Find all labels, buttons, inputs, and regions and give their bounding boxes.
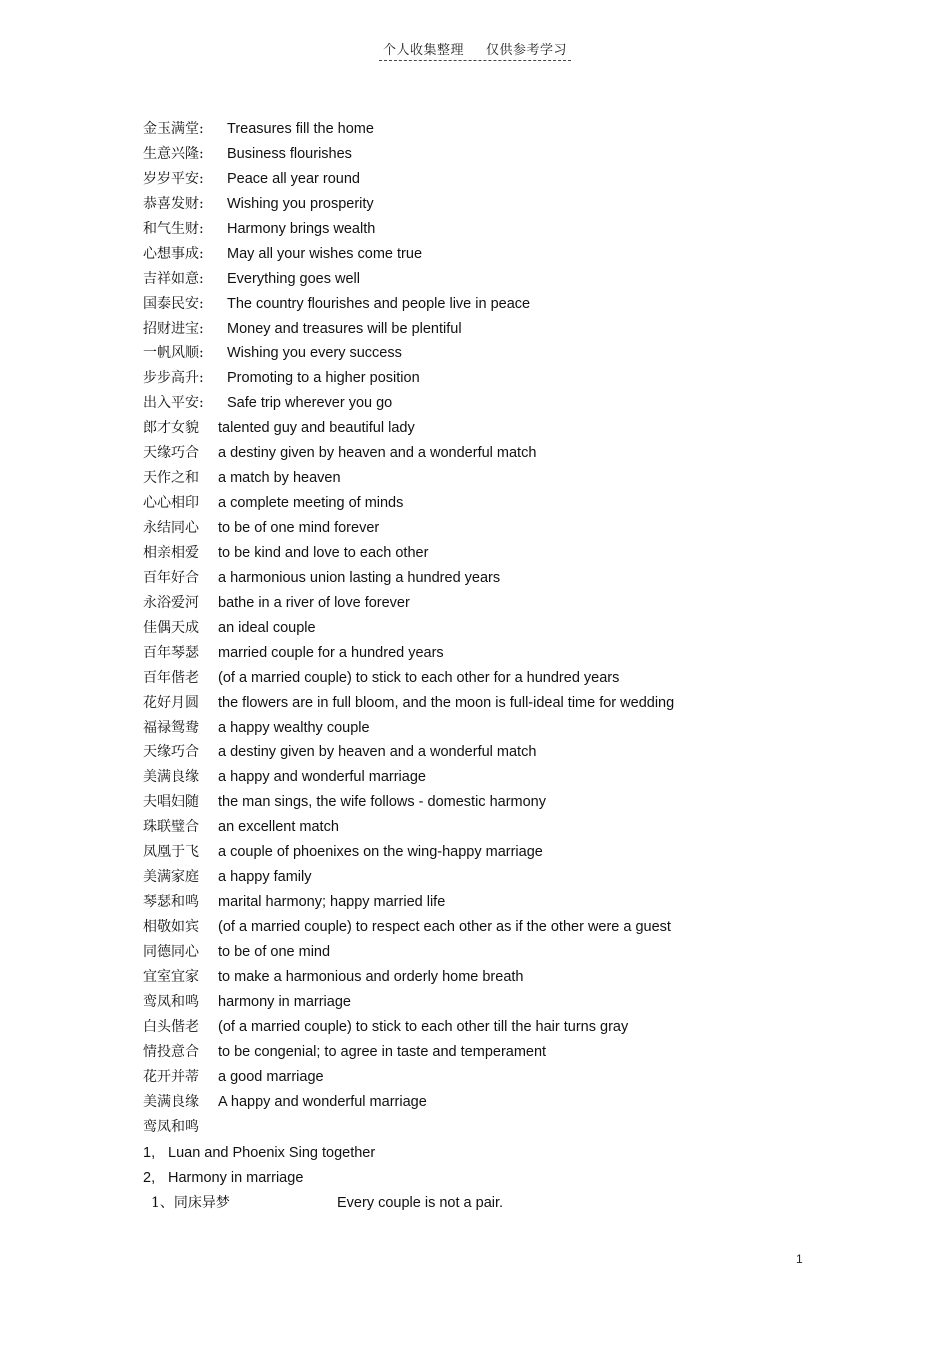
phrase-row [143,865,843,890]
phrase-english: to be of one mind forever [218,520,380,536]
phrase-english: Promoting to a higher position [227,370,420,387]
numbered-item-index: 2, [143,1169,156,1186]
phrase-english: a couple of phoenixes on the wing-happy marriage [218,844,543,861]
phrase-chinese: 相亲相爱 [143,544,199,561]
phrase-chinese: 永结同心 [143,520,199,536]
phrase-row [143,740,843,765]
phrase-english: (of a married couple) to respect each other as if the other were a guest [218,919,671,935]
phrase-chinese: 美满良缘 [143,769,199,786]
phrase-chinese: 花好月圆 [143,694,199,711]
phrase-chinese: 相敬如宾 [143,919,199,935]
phrase-row [143,1040,843,1065]
phrase-row [143,566,843,591]
phrase-row [143,691,843,716]
phrase-chinese: 郎才女貌 [143,420,199,437]
header-left-text: 个人收集整理 [382,43,464,58]
phrase-chinese: 宜室宜家 [143,968,199,985]
phrase-row [143,1065,843,1090]
phrase-row [143,317,843,342]
phrase-row [143,765,843,790]
phrase-row [143,491,843,516]
page-header [0,39,950,61]
numbered-item [143,1141,843,1166]
phrase-chinese: 心想事成: [143,245,204,262]
phrase-english: Money and treasures will be plentiful [227,320,462,337]
phrase-english: talented guy and beautiful lady [218,420,415,437]
phrase-row [143,366,843,391]
phrase-english: a harmonious union lasting a hundred years [218,569,501,586]
phrase-english: Everything goes well [227,270,360,287]
numbered-item [143,1166,843,1191]
phrase-chinese: 福禄鸳鸯 [143,719,199,736]
phrase-row [143,815,843,840]
phrase-row [143,341,843,366]
phrase-english: Peace all year round [227,170,360,187]
phrase-english: harmony in marriage [218,993,351,1010]
phrase-chinese: 出入平安: [143,395,204,412]
phrase-row [143,840,843,865]
phrase-english: to be of one mind [218,943,331,960]
phrase-english: Treasures fill the home [227,121,374,137]
phrase-row [143,466,843,491]
phrase-chinese: 鸾凤和鸣 [143,1118,199,1135]
phrase-chinese: 百年偕老 [143,669,199,686]
phrase-english: to be congenial; to agree in taste and temperament [218,1043,547,1060]
phrase-english: a happy wealthy couple [218,719,370,736]
phrase-chinese: 心心相印 [143,495,199,512]
phrase-row [143,516,843,541]
phrase-chinese: 招财进宝: [143,320,204,337]
phrase-row [143,1015,843,1040]
phrase-chinese: 凤凰于飞 [143,844,199,861]
phrase-chinese: 美满良缘 [143,1093,199,1110]
phrase-english: a happy and wonderful marriage [218,769,426,786]
phrase-row [143,915,843,940]
phrase-chinese: 金玉满堂: [143,121,204,137]
phrase-row [143,591,843,616]
phrase-chinese: 吉祥如意: [143,270,204,287]
phrase-chinese: 天缘巧合 [143,744,199,761]
phrase-chinese: 花开并蒂 [143,1068,199,1085]
phrase-chinese: 百年好合 [143,569,199,586]
phrase-english: a destiny given by heaven and a wonderful match [218,445,537,462]
phrase-chinese: 恭喜发财: [143,195,204,212]
phrase-english: to be kind and love to each other [218,544,429,561]
phrase-chinese: 白头偕老 [143,1018,199,1035]
idiom-line [151,1191,851,1216]
numbered-item-text: Luan and Phoenix Sing together [168,1145,376,1161]
idiom-english: Every couple is not a pair. [337,1195,504,1211]
phrase-english: the flowers are in full bloom, and the moon is full-ideal time for wedding [218,694,675,711]
phrase-english: a destiny given by heaven and a wonderful match [218,744,537,761]
phrase-english: The country flourishes and people live in peace [227,295,531,312]
phrase-chinese: 佳偶天成 [143,619,199,636]
phrase-row [143,167,843,192]
phrase-row [143,192,843,217]
phrase-english: bathe in a river of love forever [218,594,410,611]
phrase-english: a good marriage [218,1068,324,1085]
phrase-row [143,242,843,267]
phrase-english: a complete meeting of minds [218,495,404,512]
phrase-row [143,1115,843,1140]
phrase-chinese: 和气生财: [143,220,204,237]
phrase-english: Harmony brings wealth [227,220,376,237]
idiom-chinese: 1、同床异梦 [151,1195,230,1211]
phrase-row [143,965,843,990]
phrase-row [143,217,843,242]
phrase-english: Wishing you prosperity [227,195,374,212]
phrase-english: (of a married couple) to stick to each other for a hundred years [218,669,620,686]
phrase-row [143,1090,843,1115]
phrase-chinese: 永浴爱河 [143,594,199,611]
phrase-chinese: 鸾凤和鸣 [143,993,199,1010]
phrase-row [143,267,843,292]
phrase-english: Safe trip wherever you go [227,395,393,412]
phrase-row [143,441,843,466]
phrase-english: Business flourishes [227,145,352,162]
phrase-chinese: 情投意合 [143,1043,199,1060]
phrase-chinese: 珠联璧合 [143,819,199,836]
page-number: 1 [796,1252,803,1266]
phrase-row [143,890,843,915]
header-underlined-text [379,39,571,61]
numbered-item-index: 1, [143,1145,156,1161]
phrase-row [143,292,843,317]
header-right-text: 仅供参考学习 [486,43,568,58]
phrase-english: an ideal couple [218,619,316,636]
phrase-english: (of a married couple) to stick to each other till the hair turns gray [218,1018,629,1035]
phrase-list [143,117,843,1139]
phrase-chinese: 步步高升: [143,370,204,387]
phrase-row [143,391,843,416]
phrase-row [143,940,843,965]
phrase-english: to make a harmonious and orderly home breath [218,968,524,985]
phrase-english: A happy and wonderful marriage [218,1093,427,1110]
phrase-chinese: 琴瑟和鸣 [143,894,199,911]
phrase-row [143,716,843,741]
phrase-row [143,616,843,641]
phrase-chinese: 一帆风顺: [143,345,204,362]
phrase-english: a happy family [218,869,312,886]
phrase-chinese: 天缘巧合 [143,445,199,462]
phrase-chinese: 百年琴瑟 [143,644,199,661]
phrase-row [143,990,843,1015]
numbered-item-text: Harmony in marriage [168,1169,304,1186]
phrase-chinese: 同德同心 [143,943,199,960]
phrase-chinese: 生意兴隆: [143,145,204,162]
phrase-row [143,641,843,666]
phrase-english: Wishing you every success [227,345,402,362]
phrase-row [143,790,843,815]
phrase-row [143,666,843,691]
phrase-chinese: 美满家庭 [143,869,199,886]
phrase-english: married couple for a hundred years [218,644,444,661]
phrase-row [143,416,843,441]
phrase-chinese: 夫唱妇随 [143,794,199,811]
phrase-chinese: 国泰民安: [143,295,204,312]
numbered-list [143,1141,843,1191]
phrase-row [143,117,843,142]
phrase-row [143,142,843,167]
phrase-english: an excellent match [218,819,339,836]
phrase-english: May all your wishes come true [227,245,423,262]
phrase-row [143,541,843,566]
phrase-english: a match by heaven [218,470,341,487]
phrase-chinese: 天作之和 [143,470,199,487]
phrase-chinese: 岁岁平安: [143,170,204,187]
phrase-english: the man sings, the wife follows - domestic harmony [218,794,546,811]
phrase-english: marital harmony; happy married life [218,894,446,911]
